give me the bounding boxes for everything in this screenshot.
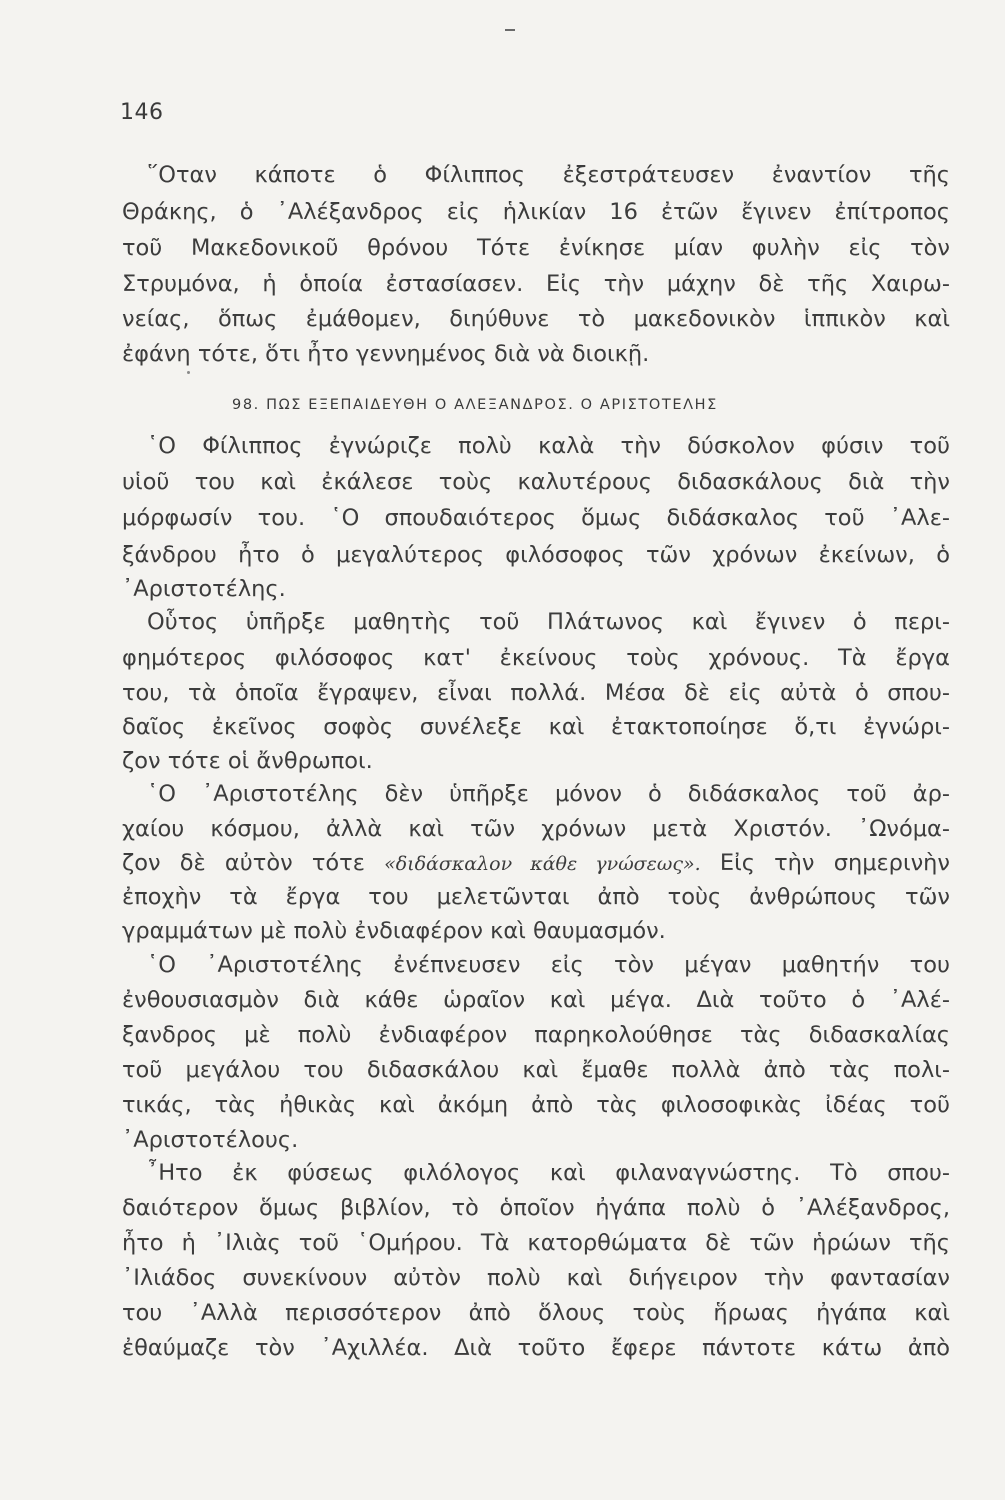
page-number: 146 <box>120 100 164 125</box>
text-line: του, τὰ ὁποῖα ἔγραψεν, εἶναι πολλά. Μέσα δὲ εἰς αὐτὰ ὁ σπου- <box>122 680 950 706</box>
text-line: ᾿Αριστοτέλης. <box>122 576 286 602</box>
text-line: υἱοῦ του καὶ ἐκάλεσε τοὺς καλυτέρους διδασκάλους διὰ τὴν <box>122 469 950 495</box>
text-line: γραμμάτων μὲ πολὺ ἐνδιαφέρον καὶ θαυμασμόν. <box>122 918 666 944</box>
text-line: ἐποχὴν τὰ ἔργα του μελετῶνται ἀπὸ τοὺς ἀνθρώπους τῶν <box>122 884 950 910</box>
text-line: ξανδρος μὲ πολὺ ἐνδιαφέρον παρηκολούθησε τὰς διδασκαλίας <box>122 1022 950 1048</box>
text-line: ᾿Αριστοτέλους. <box>122 1127 299 1153</box>
text-line: Στρυμόνα, ἡ ὁποία ἐστασίασεν. Εἰς τὴν μάχην δὲ τῆς Χαιρω- <box>122 271 950 297</box>
text-span: ζον δὲ αὐτὸν τότε <box>122 850 385 876</box>
text-line: ἐθαύμαζε τὸν ᾿Αχιλλέα. Διὰ τοῦτο ἔφερε πάντοτε κάτω ἀπὸ <box>122 1335 950 1361</box>
italic-quote: «διδάσκαλον κάθε γνώσεως». <box>384 853 701 875</box>
text-line: τοῦ Μακεδονικοῦ θρόνου Τότε ἐνίκησε μίαν φυλὴν εἰς τὸν <box>122 235 950 261</box>
text-line: του ᾿Αλλὰ περισσότερον ἀπὸ ὅλους τοὺς ἥρωας ἠγάπα καὶ <box>122 1300 950 1326</box>
text-line: ξάνδρου ἦτο ὁ μεγαλύτερος φιλόσοφος τῶν χρόνων ἐκείνων, ὁ <box>122 542 950 568</box>
text-line: ζον τότε οἱ ἄνθρωποι. <box>122 748 373 774</box>
margin-mark <box>505 29 515 31</box>
text-line: δαῖος ἐκεῖνος σοφὸς συνέλεξε καὶ ἐτακτοποίησε ὅ,τι ἐγνώρι- <box>122 714 950 740</box>
section-heading: 98. ΠΩΣ ΕΞΕΠΑΙΔΕΥΘΗ Ο ΑΛΕΞΑΝΔΡΟΣ. Ο ΑΡΙΣΤΟΤΕΛΗΣ <box>232 397 718 413</box>
text-line: Οὗτος ὑπῆρξε μαθητὴς τοῦ Πλάτωνος καὶ ἔγινεν ὁ περι- <box>147 609 950 635</box>
text-line: ἐφάνη τότε, ὅτι ἦτο γεννημένος διὰ νὰ διοικῇ. <box>122 341 650 367</box>
text-line: ῾Ο ᾿Αριστοτέλης ἐνέπνευσεν εἰς τὸν μέγαν μαθητήν του <box>147 952 950 978</box>
text-line: δαιότερον ὅμως βιβλίον, τὸ ὁποῖον ἠγάπα πολὺ ὁ ᾿Αλέξανδρος, <box>122 1195 950 1221</box>
text-line-with-quote <box>122 848 950 879</box>
text-line: τοῦ μεγάλου του διδασκάλου καὶ ἔμαθε πολλὰ ἀπὸ τὰς πολι- <box>122 1057 950 1083</box>
text-line: μόρφωσίν του. ῾Ο σπουδαιότερος ὅμως διδάσκαλος τοῦ ᾿Αλε- <box>122 505 950 531</box>
text-span: Εἰς τὴν σημερινὴν <box>700 850 950 876</box>
text-line: ἦτο ἡ ᾿Ιλιὰς τοῦ ῾Ομήρου. Τὰ κατορθώματα δὲ τῶν ἡρώων τῆς <box>122 1230 950 1256</box>
speck-mark <box>187 371 190 374</box>
text-line: ῾Ο Φίλιππος ἐγνώριζε πολὺ καλὰ τὴν δύσκολον φύσιν τοῦ <box>147 433 950 459</box>
text-line: χαίου κόσμου, ἀλλὰ καὶ τῶν χρόνων μετὰ Χριστόν. ᾿Ωνόμα- <box>122 816 950 842</box>
text-line: ῞Οταν κάποτε ὁ Φίλιππος ἐξεστράτευσεν ἐναντίον τῆς <box>147 162 950 188</box>
text-line: τικάς, τὰς ἠθικὰς καὶ ἀκόμη ἀπὸ τὰς φιλοσοφικὰς ἰδέας τοῦ <box>122 1092 950 1118</box>
text-line: φημότερος φιλόσοφος κατ' ἐκείνους τοὺς χρόνους. Τὰ ἔργα <box>122 645 950 671</box>
text-line: νείας, ὅπως ἐμάθομεν, διηύθυνε τὸ μακεδονικὸν ἱππικὸν καὶ <box>122 306 950 332</box>
text-line: ἐνθουσιασμὸν διὰ κάθε ὡραῖον καὶ μέγα. Διὰ τοῦτο ὁ ᾿Αλέ- <box>122 987 950 1013</box>
text-line: ῏Ητο ἐκ φύσεως φιλόλογος καὶ φιλαναγνώστης. Τὸ σπου- <box>147 1160 950 1186</box>
text-line: ᾿Ιλιάδος συνεκίνουν αὐτὸν πολὺ καὶ διήγειρον τὴν φαντασίαν <box>122 1265 950 1291</box>
text-line: Θράκης, ὁ ᾿Αλέξανδρος εἰς ἡλικίαν 16 ἐτῶν ἔγινεν ἐπίτροπος <box>122 199 950 225</box>
text-line: ῾Ο ᾿Αριστοτέλης δὲν ὑπῆρξε μόνον ὁ διδάσκαλος τοῦ ἀρ- <box>147 781 950 807</box>
